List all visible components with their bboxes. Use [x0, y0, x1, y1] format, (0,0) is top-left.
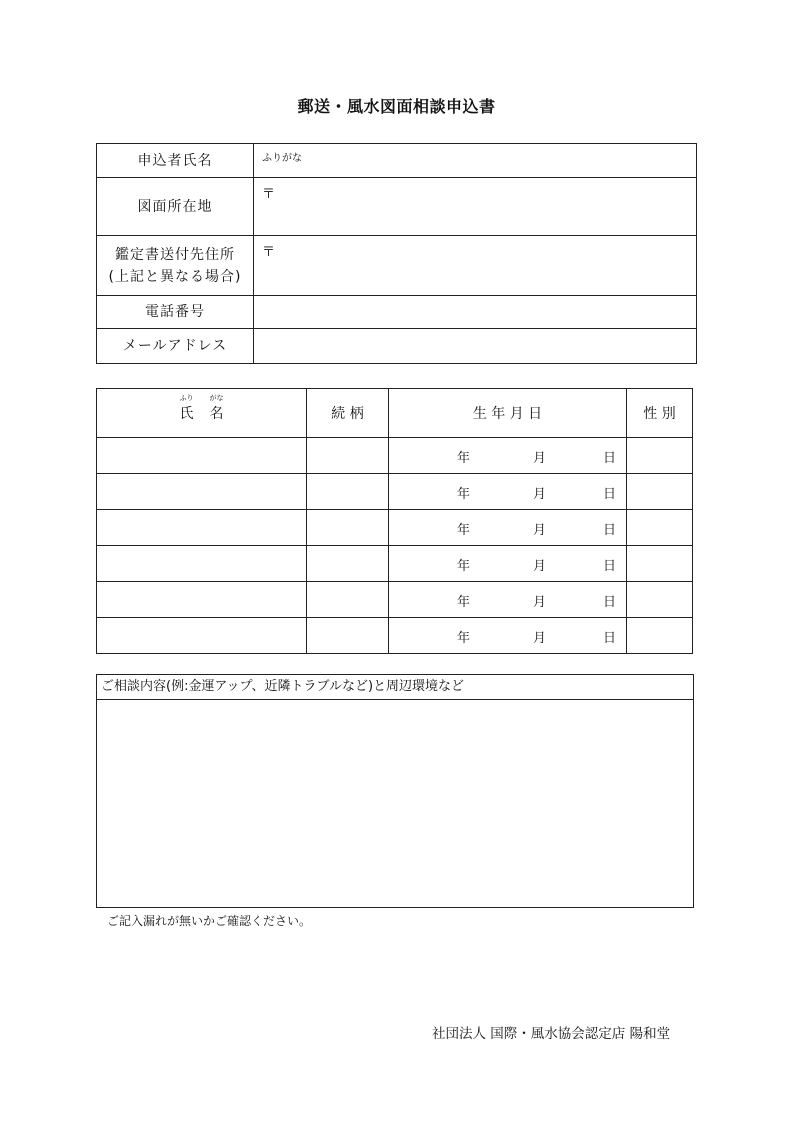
applicant-name-label: 申込者氏名 [97, 144, 254, 178]
family-birthdate-field[interactable] [389, 438, 627, 474]
family-gender-field[interactable] [627, 618, 693, 654]
phone-field[interactable] [254, 296, 697, 329]
day-unit: 日 [603, 451, 617, 466]
gender-column-header: 性 別 [627, 389, 693, 438]
family-name-field[interactable] [97, 438, 307, 474]
month-unit: 月 [533, 523, 547, 538]
day-unit: 日 [603, 631, 617, 646]
year-unit: 年 [457, 487, 471, 502]
footnote: ご記入漏れが無いかご確認ください。 [107, 914, 312, 928]
name-ruby-2: がな [209, 394, 224, 402]
applicant-info-table [96, 143, 697, 364]
family-name-field[interactable] [97, 510, 307, 546]
family-row [97, 582, 693, 618]
family-birthdate-field[interactable] [389, 510, 627, 546]
name-ruby-1: ふり [179, 394, 194, 402]
month-unit: 月 [533, 595, 547, 610]
family-gender-field[interactable] [627, 546, 693, 582]
family-relation-field[interactable] [307, 618, 389, 654]
day-unit: 日 [603, 595, 617, 610]
relation-column-header: 続 柄 [307, 389, 389, 438]
family-relation-field[interactable] [307, 474, 389, 510]
delivery-label-line1: 鑑定書送付先住所 [115, 246, 235, 263]
year-unit: 年 [457, 631, 471, 646]
family-row [97, 438, 693, 474]
birthdate-column-header: 生 年 月 日 [389, 389, 627, 438]
family-birthdate-field[interactable] [389, 474, 627, 510]
page-title: 郵送・風水図面相談申込書 [297, 97, 496, 116]
month-unit: 月 [533, 451, 547, 466]
family-name-field[interactable] [97, 582, 307, 618]
name-column-header [97, 389, 307, 438]
furigana-note: ふりがな [262, 153, 302, 164]
phone-row [97, 296, 697, 329]
family-name-field[interactable] [97, 474, 307, 510]
year-unit: 年 [457, 451, 471, 466]
delivery-address-row [97, 236, 697, 296]
family-row [97, 546, 693, 582]
family-relation-field[interactable] [307, 582, 389, 618]
family-row [97, 510, 693, 546]
day-unit: 日 [603, 559, 617, 574]
day-unit: 日 [603, 487, 617, 502]
postal-mark-icon: 〒 [262, 187, 276, 202]
delivery-address-field[interactable] [254, 236, 697, 296]
delivery-address-label [97, 236, 254, 296]
family-name-field[interactable] [97, 618, 307, 654]
email-field[interactable] [254, 329, 697, 364]
month-unit: 月 [533, 631, 547, 646]
family-relation-field[interactable] [307, 510, 389, 546]
email-row [97, 329, 697, 364]
consultation-box [96, 674, 694, 908]
year-unit: 年 [457, 559, 471, 574]
location-row [97, 178, 697, 236]
family-gender-field[interactable] [627, 510, 693, 546]
email-label: メールアドレス [97, 329, 254, 364]
footer-organization: 社団法人 国際・風水協会認定店 陽和堂 [432, 1026, 671, 1042]
family-name-field[interactable] [97, 546, 307, 582]
phone-label: 電話番号 [97, 296, 254, 329]
day-unit: 日 [603, 523, 617, 538]
family-members-table [96, 388, 693, 654]
family-relation-field[interactable] [307, 546, 389, 582]
family-relation-field[interactable] [307, 438, 389, 474]
name-char-1: 氏 [179, 406, 194, 422]
family-gender-field[interactable] [627, 582, 693, 618]
month-unit: 月 [533, 487, 547, 502]
family-birthdate-field[interactable] [389, 582, 627, 618]
family-row [97, 618, 693, 654]
family-gender-field[interactable] [627, 474, 693, 510]
year-unit: 年 [457, 523, 471, 538]
family-row [97, 474, 693, 510]
family-birthdate-field[interactable] [389, 618, 627, 654]
name-char-2: 名 [209, 406, 224, 422]
applicant-name-row [97, 144, 697, 178]
year-unit: 年 [457, 595, 471, 610]
family-gender-field[interactable] [627, 438, 693, 474]
month-unit: 月 [533, 559, 547, 574]
family-birthdate-field[interactable] [389, 546, 627, 582]
location-field[interactable] [254, 178, 697, 236]
applicant-name-field[interactable] [254, 144, 697, 178]
location-label: 図面所在地 [97, 178, 254, 236]
consultation-header: ご相談内容(例:金運アップ、近隣トラブルなど)と周辺環境など [97, 675, 693, 700]
postal-mark-icon: 〒 [262, 245, 276, 260]
delivery-label-line2: (上記と異なる場合) [108, 268, 242, 285]
family-header-row [97, 389, 693, 438]
